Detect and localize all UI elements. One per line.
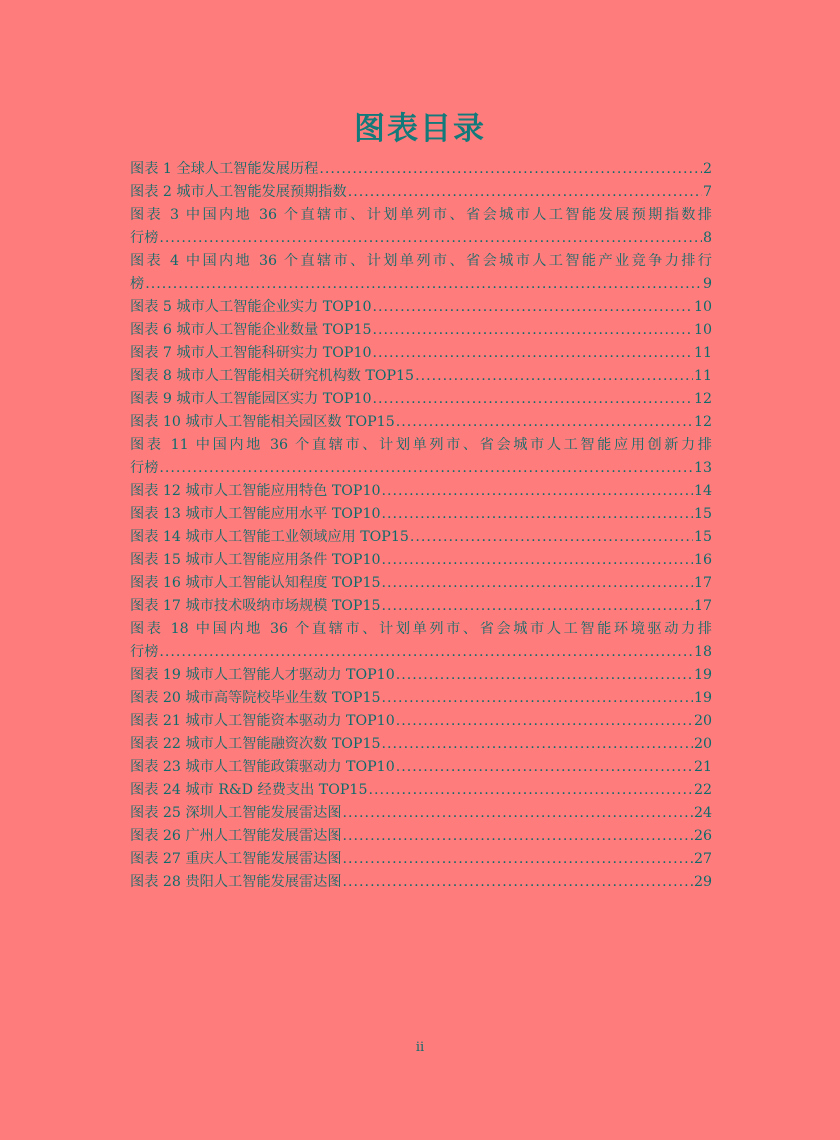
page-title: 图表目录: [354, 111, 486, 147]
toc-entry[interactable]: [130, 802, 712, 825]
dot-leader: [145, 273, 702, 296]
toc-page-number: 8: [702, 230, 712, 246]
toc-page-number: 16: [693, 552, 712, 568]
toc-entry-text: 图表 17 城市技术吸纳市场规模 TOP15: [130, 598, 381, 614]
dot-leader: [415, 365, 693, 388]
toc-page-number: 11: [693, 368, 712, 384]
toc-page-number: 21: [693, 759, 712, 775]
toc-entry-text: 图表 13 城市人工智能应用水平 TOP10: [130, 506, 381, 522]
toc-entry[interactable]: [130, 181, 712, 204]
toc-entry[interactable]: [130, 411, 712, 434]
toc-entry[interactable]: [130, 342, 712, 365]
toc-entry-text: 图表 21 城市人工智能资本驱动力 TOP10: [130, 713, 395, 729]
dot-leader: [396, 664, 693, 687]
page-number: ii: [415, 1040, 425, 1055]
toc-entry[interactable]: [130, 503, 712, 526]
dot-leader: [343, 825, 693, 848]
toc-page-number: 29: [693, 874, 712, 890]
toc-entry[interactable]: [130, 572, 712, 595]
toc-entry[interactable]: [130, 158, 712, 181]
table-of-figures: [130, 158, 712, 894]
toc-page-number: 22: [693, 782, 712, 798]
toc-entry[interactable]: [130, 365, 712, 388]
toc-entry-text: 图表 8 城市人工智能相关研究机构数 TOP15: [130, 368, 415, 384]
dot-leader: [382, 549, 693, 572]
toc-page-number: 20: [693, 713, 712, 729]
dot-leader: [343, 848, 693, 871]
toc-entry-text: 图表 9 城市人工智能园区实力 TOP10: [130, 391, 372, 407]
toc-entry-text: 图表 1 全球人工智能发展历程: [130, 161, 319, 177]
toc-entry[interactable]: [130, 733, 712, 756]
dot-leader: [396, 411, 693, 434]
toc-entry[interactable]: [130, 296, 712, 319]
toc-page-number: 18: [693, 644, 712, 660]
toc-entry[interactable]: [130, 825, 712, 848]
toc-entry-text: 图表 12 城市人工智能应用特色 TOP10: [130, 483, 381, 499]
toc-entry-text: 图表 3 中国内地 36 个直辖市、计划单列市、省会城市人工智能发展预期指数排: [130, 207, 712, 223]
toc-entry[interactable]: [130, 434, 712, 480]
toc-entry[interactable]: [130, 526, 712, 549]
toc-page-number: 12: [693, 414, 712, 430]
toc-entry-text: 图表 2 城市人工智能发展预期指数: [130, 184, 347, 200]
toc-entry-text: 图表 6 城市人工智能企业数量 TOP15: [130, 322, 372, 338]
toc-page-number: 27: [693, 851, 712, 867]
toc-entry-text: 图表 27 重庆人工智能发展雷达图: [130, 851, 342, 867]
dot-leader: [373, 342, 693, 365]
dot-leader: [368, 779, 692, 802]
toc-entry-text: 图表 5 城市人工智能企业实力 TOP10: [130, 299, 372, 315]
dot-leader: [396, 710, 693, 733]
toc-entry[interactable]: [130, 250, 712, 296]
dot-leader: [373, 388, 693, 411]
toc-page-number: 17: [693, 575, 712, 591]
dot-leader: [382, 687, 693, 710]
toc-entry-text: 图表 10 城市人工智能相关园区数 TOP15: [130, 414, 395, 430]
dot-leader: [343, 802, 693, 825]
dot-leader: [382, 733, 693, 756]
toc-entry[interactable]: [130, 710, 712, 733]
toc-entry-text: 图表 11 中国内地 36 个直辖市、计划单列市、省会城市人工智能应用创新力排: [130, 437, 712, 453]
toc-entry[interactable]: [130, 204, 712, 250]
toc-entry-text-continued: 榜: [130, 276, 145, 292]
dot-leader: [343, 871, 693, 894]
toc-entry[interactable]: [130, 388, 712, 411]
toc-page-number: 24: [693, 805, 712, 821]
toc-page-number: 7: [702, 184, 712, 200]
toc-entry[interactable]: [130, 595, 712, 618]
toc-page-number: 19: [693, 667, 712, 683]
toc-page-number: 20: [693, 736, 712, 752]
toc-entry[interactable]: [130, 664, 712, 687]
toc-page-number: 26: [693, 828, 712, 844]
toc-page-number: 15: [693, 506, 712, 522]
toc-page-number: 2: [702, 161, 712, 177]
dot-leader: [410, 526, 693, 549]
toc-page-number: 9: [702, 276, 712, 292]
toc-entry[interactable]: [130, 848, 712, 871]
dot-leader: [373, 319, 693, 342]
toc-entry-text: 图表 7 城市人工智能科研实力 TOP10: [130, 345, 372, 361]
toc-entry[interactable]: [130, 687, 712, 710]
toc-entry-text: 图表 22 城市人工智能融资次数 TOP15: [130, 736, 381, 752]
toc-entry-text: 图表 26 广州人工智能发展雷达图: [130, 828, 342, 844]
toc-entry-text: 图表 24 城市 R&D 经费支出 TOP15: [130, 782, 368, 798]
toc-page-number: 12: [693, 391, 712, 407]
toc-entry-text: 图表 20 城市高等院校毕业生数 TOP15: [130, 690, 381, 706]
dot-leader: [382, 503, 693, 526]
toc-entry[interactable]: [130, 871, 712, 894]
dot-leader: [319, 158, 702, 181]
toc-page-number: 10: [693, 299, 712, 315]
dot-leader: [348, 181, 702, 204]
toc-entry-text: 图表 28 贵阳人工智能发展雷达图: [130, 874, 342, 890]
toc-entry-text: 图表 15 城市人工智能应用条件 TOP10: [130, 552, 381, 568]
toc-page-number: 14: [693, 483, 712, 499]
toc-entry[interactable]: [130, 549, 712, 572]
toc-entry[interactable]: [130, 756, 712, 779]
dot-leader: [382, 595, 693, 618]
dot-leader: [159, 457, 693, 480]
toc-entry-text: 图表 19 城市人工智能人才驱动力 TOP10: [130, 667, 395, 683]
toc-page-number: 15: [693, 529, 712, 545]
toc-page-number: 19: [693, 690, 712, 706]
toc-entry-text: 图表 16 城市人工智能认知程度 TOP15: [130, 575, 381, 591]
toc-entry[interactable]: [130, 618, 712, 664]
toc-entry-text-continued: 行榜: [130, 644, 159, 660]
toc-entry[interactable]: [130, 779, 712, 802]
toc-entry-text: 图表 25 深圳人工智能发展雷达图: [130, 805, 342, 821]
dot-leader: [382, 572, 693, 595]
toc-entry-text: 图表 23 城市人工智能政策驱动力 TOP10: [130, 759, 395, 775]
toc-entry-text: 图表 4 中国内地 36 个直辖市、计划单列市、省会城市人工智能产业竞争力排行: [130, 253, 712, 269]
toc-page-number: 10: [693, 322, 712, 338]
toc-entry-text: 图表 14 城市人工智能工业领域应用 TOP15: [130, 529, 409, 545]
dot-leader: [159, 641, 693, 664]
toc-entry-text-continued: 行榜: [130, 230, 159, 246]
toc-entry-text: 图表 18 中国内地 36 个直辖市、计划单列市、省会城市人工智能环境驱动力排: [130, 621, 712, 637]
dot-leader: [382, 480, 693, 503]
toc-entry-text-continued: 行榜: [130, 460, 159, 476]
toc-page-number: 11: [693, 345, 712, 361]
toc-page-number: 17: [693, 598, 712, 614]
toc-entry[interactable]: [130, 480, 712, 503]
dot-leader: [396, 756, 693, 779]
toc-page-number: 13: [693, 460, 712, 476]
dot-leader: [159, 227, 702, 250]
toc-entry[interactable]: [130, 319, 712, 342]
dot-leader: [373, 296, 693, 319]
